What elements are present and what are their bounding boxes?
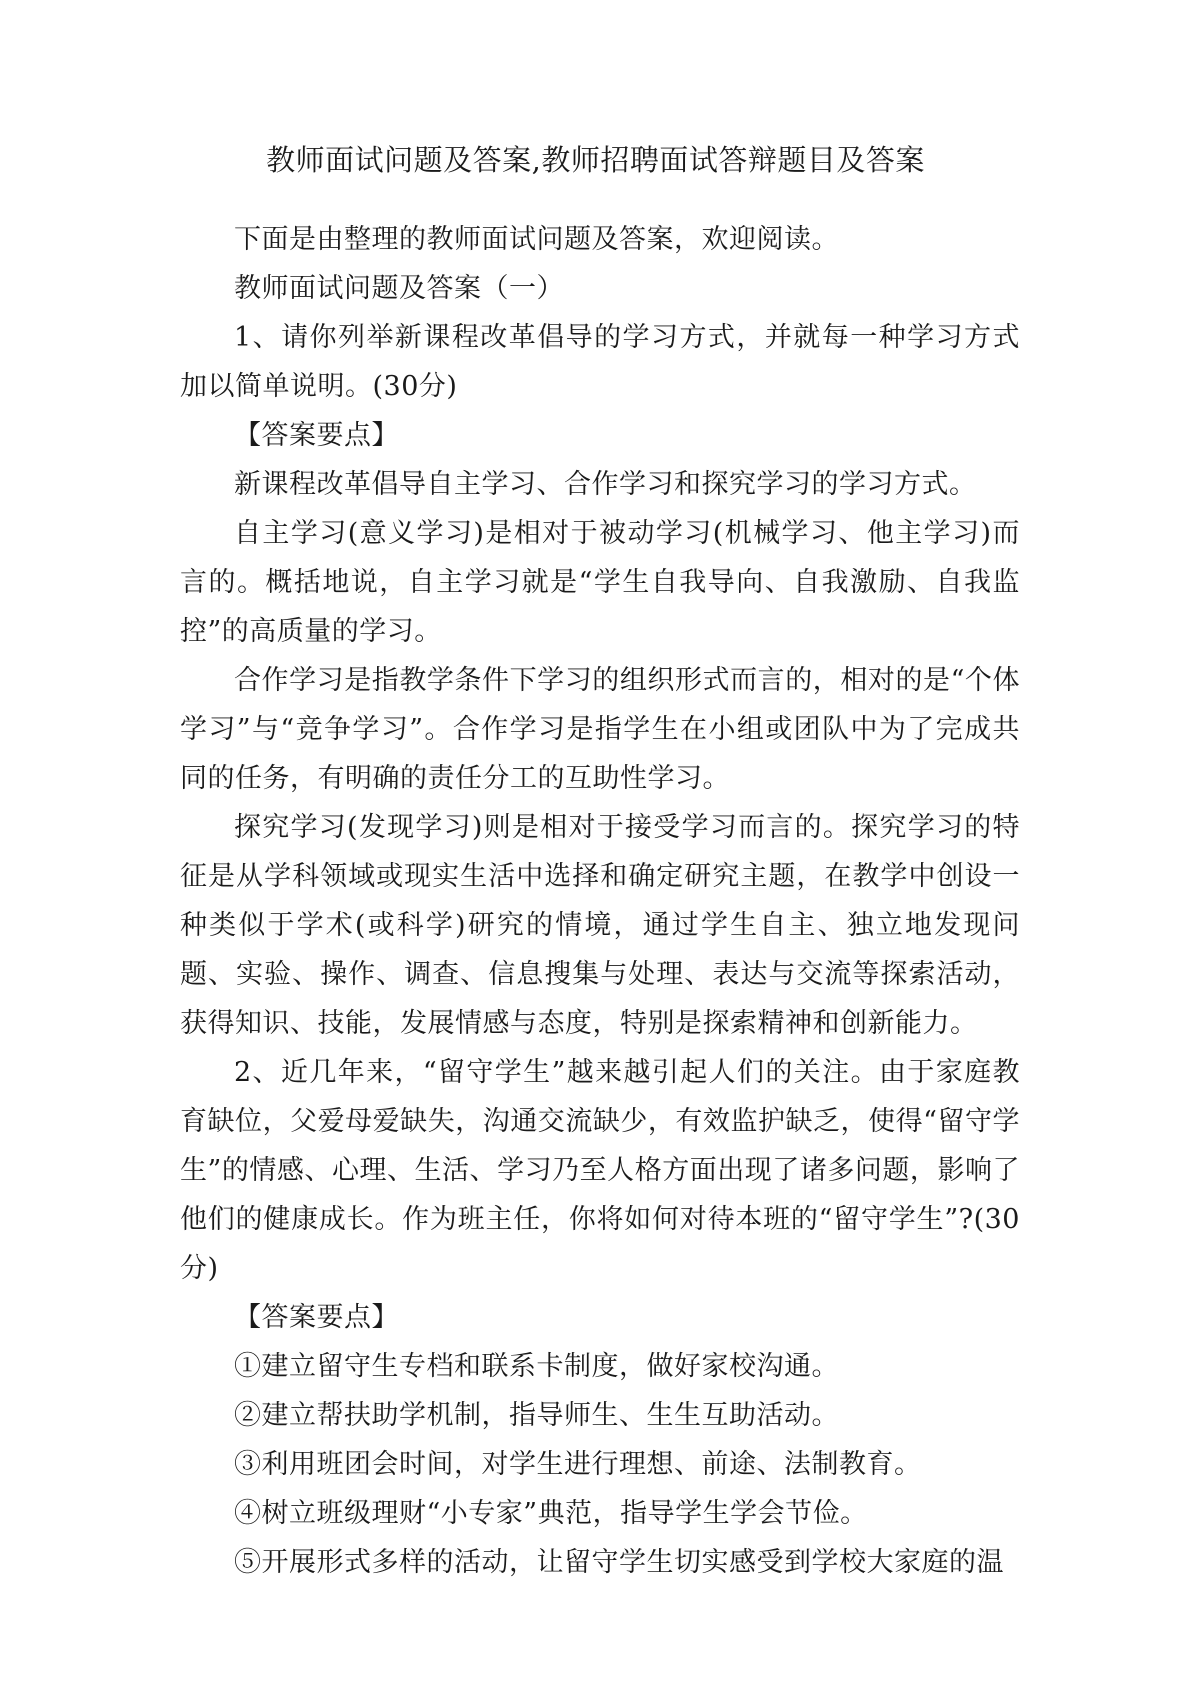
answer-list-item: ④树立班级理财“小专家”典范，指导学生学会节俭。 (234, 1498, 868, 1529)
answer-list-item: ③利用班团会时间，对学生进行理想、前途、法制教育。 (234, 1449, 922, 1480)
answer-paragraph: 合作学习是指教学条件下学习的组织形式而言的，相对的是“个体学习”与“竞争学习”。合作学习是指学生在小组或团队中为了完成共同的任务，有明确的责任分工的互助性学习。 (180, 665, 1020, 794)
answer-list-item: ①建立留守生专档和联系卡制度，做好家校沟通。 (234, 1351, 839, 1382)
document-title: 教师面试问题及答案,教师招聘面试答辩题目及答案 (266, 143, 925, 177)
answer-key-heading: 【答案要点】 (234, 420, 399, 451)
answer-paragraph: 自主学习(意义学习)是相对于被动学习(机械学习、他主学习)而言的。概括地说，自主学习就是“学生自我导向、自我激励、自我监控”的高质量的学习。 (180, 518, 1020, 647)
answer-paragraph: 新课程改革倡导自主学习、合作学习和探究学习的学习方式。 (234, 469, 977, 500)
section-heading: 教师面试问题及答案（一） (234, 273, 564, 304)
answer-list-item: ⑤开展形式多样的活动，让留守学生切实感受到学校大家庭的温 (234, 1547, 1004, 1578)
answer-key-heading: 【答案要点】 (234, 1302, 399, 1333)
question-2: 2、近几年来，“留守学生”越来越引起人们的关注。由于家庭教育缺位，父爱母爱缺失，沟通交流缺少，有效监护缺乏，使得“留守学生”的情感、心理、生活、学习乃至人格方面出现了诸多问题，影响了他们的健康成长。作为班主任，你将如何对待本班的“留守学生”?(30分) (180, 1057, 1020, 1284)
question-1: 1、请你列举新课程改革倡导的学习方式，并就每一种学习方式加以简单说明。(30分) (180, 322, 1020, 402)
answer-list-item: ②建立帮扶助学机制，指导师生、生生互助活动。 (234, 1400, 839, 1431)
paragraph-intro: 下面是由整理的教师面试问题及答案，欢迎阅读。 (234, 224, 839, 255)
document-body (180, 215, 1020, 1587)
answer-paragraph: 探究学习(发现学习)则是相对于接受学习而言的。探究学习的特征是从学科领域或现实生活中选择和确定研究主题，在教学中创设一种类似于学术(或科学)研究的情境，通过学生自主、独立地发现问题、实验、操作、调查、信息搜集与处理、表达与交流等探索活动，获得知识、技能，发展情感与态度，特别是探索精神和创新能力。 (180, 812, 1020, 1039)
